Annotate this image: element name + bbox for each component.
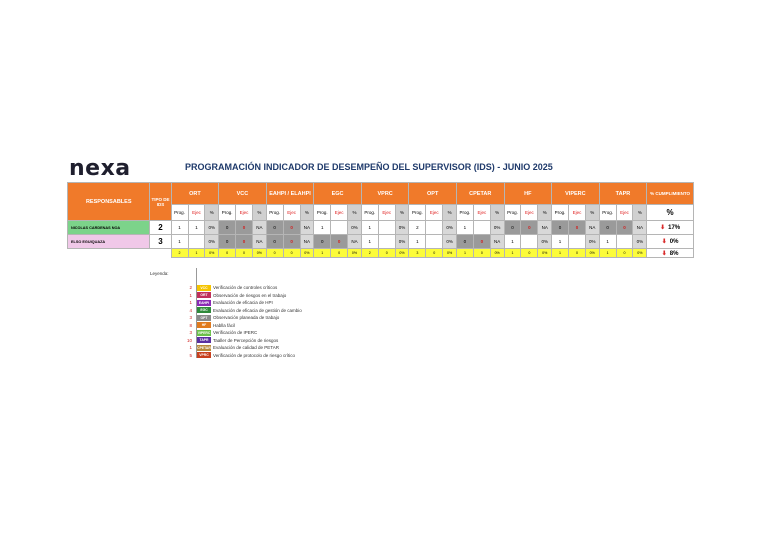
- totals-cell: 0: [569, 249, 586, 258]
- ejec-header: Ejec: [378, 205, 395, 221]
- legend-count: 1: [189, 345, 192, 351]
- totals-cell: 1: [314, 249, 331, 258]
- pct-header: %: [490, 205, 504, 221]
- row-total: [647, 221, 694, 235]
- table-cell: NA: [585, 221, 599, 235]
- down-arrow-icon: ⬇: [661, 239, 667, 245]
- blank-cell: [68, 249, 150, 258]
- legend-code-badge: TAPR: [197, 337, 211, 343]
- table-cell: 0: [219, 235, 236, 249]
- table-cell: 0: [473, 235, 490, 249]
- table-cell: [616, 235, 633, 249]
- tipo-header: TIPO DE IDS: [150, 183, 171, 221]
- total-pct-header: %: [647, 205, 694, 221]
- ejec-header: Ejec: [521, 205, 538, 221]
- table-cell: 0%: [395, 235, 409, 249]
- legend-count: 3: [189, 330, 192, 336]
- legend-description: Verificación de IPERC: [213, 330, 258, 336]
- responsable-name: NICOLAS CARDENAS NOA: [68, 221, 150, 235]
- table-cell: [188, 235, 205, 249]
- legend-count: 3: [189, 315, 192, 321]
- legend-count: 1: [189, 300, 192, 306]
- legend-count: 1: [189, 292, 192, 298]
- legend-item: [180, 314, 302, 322]
- table-cell: NA: [633, 221, 647, 235]
- totals-cell: 0%: [205, 249, 219, 258]
- legend-description: Verificación de controles críticos: [213, 285, 278, 291]
- totals-cell: 0%: [490, 249, 504, 258]
- legend-description: Observación de riesgos en el trabajo: [213, 292, 287, 298]
- group-header: VCC: [219, 183, 267, 205]
- table-cell: 1: [409, 235, 426, 249]
- legend-code-badge: EAHPI: [198, 300, 210, 305]
- legend-description: Verificación de protocolo de riesgo crítico: [213, 352, 296, 358]
- prog-header: Prog.: [266, 205, 283, 221]
- totals-cell: 0%: [252, 249, 266, 258]
- responsables-header: RESPONSABLES: [68, 183, 150, 221]
- legend-item: [180, 307, 302, 315]
- responsable-name: ELSO EGUIQUAZA: [68, 235, 150, 249]
- totals-cell: 1: [188, 249, 205, 258]
- pct-header: %: [348, 205, 362, 221]
- legend-code-badge: EGC: [197, 307, 211, 313]
- legend-count: 4: [189, 307, 192, 313]
- legend-code-badge: CPETAR: [197, 345, 211, 350]
- table-cell: 0%: [443, 235, 457, 249]
- table-cell: NA: [252, 221, 266, 235]
- table-cell: NA: [538, 221, 552, 235]
- legend-item: [180, 322, 302, 330]
- totals-cell: 0%: [585, 249, 599, 258]
- totals-cell: 1: [456, 249, 473, 258]
- table-cell: 1: [188, 221, 205, 235]
- ejec-header: Ejec: [283, 205, 300, 221]
- table-cell: 0: [283, 221, 300, 235]
- down-arrow-icon: ⬇: [661, 250, 667, 257]
- table-cell: 0%: [443, 221, 457, 235]
- table-cell: [473, 221, 490, 235]
- ejec-header: Ejec: [473, 205, 490, 221]
- table-cell: 0%: [348, 221, 362, 235]
- prog-header: Prog.: [409, 205, 426, 221]
- table-cell: 0: [283, 235, 300, 249]
- table-cell: 1: [314, 221, 331, 235]
- totals-cell: 0: [426, 249, 443, 258]
- pct-header: %: [443, 205, 457, 221]
- table-cell: 0: [521, 221, 538, 235]
- totals-cell: 0: [331, 249, 348, 258]
- legend-count: 5: [189, 352, 192, 358]
- cumplimiento-header: % CUMPLIMIENTO: [647, 183, 694, 205]
- tipo-value: 3: [150, 235, 171, 249]
- blank-cell: [150, 249, 171, 258]
- nexa-logo: nexa: [69, 156, 131, 181]
- row-total: [647, 235, 694, 249]
- tipo-value: 2: [150, 221, 171, 235]
- grand-total: [647, 249, 694, 258]
- legend-code-badge: VCC: [197, 285, 211, 291]
- totals-row: [68, 249, 694, 258]
- legend-item: [180, 284, 302, 292]
- table-cell: 0: [236, 235, 253, 249]
- table-cell: 1: [599, 235, 616, 249]
- ids-table: [67, 182, 694, 258]
- table-cell: 0: [552, 221, 569, 235]
- totals-cell: 0%: [348, 249, 362, 258]
- table-cell: [521, 235, 538, 249]
- legend-description: Evaluación de eficacia de HPI: [213, 300, 273, 306]
- totals-cell: 1: [599, 249, 616, 258]
- pct-header: %: [205, 205, 219, 221]
- table-cell: 0: [616, 221, 633, 235]
- table-cell: 0%: [205, 235, 219, 249]
- table-cell: 0: [314, 235, 331, 249]
- totals-cell: 0%: [538, 249, 552, 258]
- legend-code-badge: OPT: [197, 315, 211, 321]
- group-header: EAHPI / ELAHPI: [266, 183, 314, 205]
- totals-cell: 3: [409, 249, 426, 258]
- group-header: ORT: [171, 183, 219, 205]
- totals-cell: 0: [521, 249, 538, 258]
- legend-item: [180, 329, 302, 337]
- table-cell: 1: [504, 235, 521, 249]
- prog-header: Prog.: [456, 205, 473, 221]
- group-header: CPETAR: [456, 183, 504, 205]
- prog-header: Prog.: [219, 205, 236, 221]
- prog-header: Prog.: [361, 205, 378, 221]
- legend-item: [180, 352, 302, 360]
- prog-header: Prog.: [171, 205, 188, 221]
- ejec-header: Ejec: [236, 205, 253, 221]
- table-cell: 2: [409, 221, 426, 235]
- totals-cell: 1: [552, 249, 569, 258]
- prog-header: Prog.: [504, 205, 521, 221]
- table-cell: 1: [171, 235, 188, 249]
- pct-header: %: [633, 205, 647, 221]
- table-cell: 0: [331, 235, 348, 249]
- table-cell: 0: [599, 221, 616, 235]
- table-cell: 1: [361, 235, 378, 249]
- ejec-header: Ejec: [331, 205, 348, 221]
- table-cell: 1: [361, 221, 378, 235]
- ejec-header: Ejec: [616, 205, 633, 221]
- totals-cell: 0: [219, 249, 236, 258]
- totals-cell: 2: [171, 249, 188, 258]
- totals-cell: 1: [504, 249, 521, 258]
- legend-code-badge: ORT: [197, 292, 211, 298]
- table-cell: 0: [456, 235, 473, 249]
- ejec-header: Ejec: [426, 205, 443, 221]
- table-cell: NA: [490, 235, 504, 249]
- legend-count: 8: [189, 322, 192, 328]
- table-row: [68, 221, 694, 235]
- pct-header: %: [252, 205, 266, 221]
- table-cell: 0%: [395, 221, 409, 235]
- table-cell: 1: [456, 221, 473, 235]
- table-cell: 0: [219, 221, 236, 235]
- legend-count: 10: [186, 337, 192, 343]
- table-cell: 0%: [538, 235, 552, 249]
- legend-item: [180, 292, 302, 300]
- row-total-value: 17%: [668, 225, 681, 231]
- table-cell: [331, 221, 348, 235]
- pct-header: %: [395, 205, 409, 221]
- table-cell: 0%: [205, 221, 219, 235]
- table-cell: 0: [504, 221, 521, 235]
- table-cell: 1: [552, 235, 569, 249]
- grand-total-value: 8%: [669, 250, 679, 257]
- legend-description: Evaluación de eficacia de gestión de cambio: [213, 307, 302, 313]
- legend-description: Evaluación de calidad de PETAR: [213, 345, 279, 351]
- totals-cell: 0%: [300, 249, 314, 258]
- legend-description: Observación planeada de trabajo: [213, 315, 280, 321]
- prog-header: Prog.: [552, 205, 569, 221]
- group-header: HF: [504, 183, 552, 205]
- table-cell: [569, 235, 586, 249]
- table-cell: NA: [252, 235, 266, 249]
- legend-description: Taaller de Percepción de riesgos: [213, 337, 279, 343]
- pct-header: %: [538, 205, 552, 221]
- legend-description: Hablla fácil: [213, 322, 236, 328]
- table-cell: 0: [266, 221, 283, 235]
- row-total-value: 0%: [669, 239, 679, 245]
- totals-cell: 0%: [395, 249, 409, 258]
- legend-item: [180, 344, 302, 352]
- down-arrow-icon: ⬇: [660, 225, 666, 231]
- legend: [180, 284, 302, 359]
- table-cell: NA: [300, 221, 314, 235]
- legend-code-badge: VPRC: [197, 352, 211, 358]
- table-cell: NA: [348, 235, 362, 249]
- group-header: OPT: [409, 183, 457, 205]
- group-header: TAPR: [599, 183, 647, 205]
- totals-cell: 0: [473, 249, 490, 258]
- table-cell: 0: [266, 235, 283, 249]
- pct-header: %: [300, 205, 314, 221]
- totals-cell: 0%: [633, 249, 647, 258]
- totals-cell: 0: [266, 249, 283, 258]
- totals-cell: 0: [236, 249, 253, 258]
- table-cell: NA: [300, 235, 314, 249]
- table-cell: 0%: [490, 221, 504, 235]
- ejec-header: Ejec: [188, 205, 205, 221]
- table-cell: 0%: [585, 235, 599, 249]
- legend-count: 2: [189, 285, 192, 291]
- totals-cell: 0%: [443, 249, 457, 258]
- group-header: EGC: [314, 183, 362, 205]
- table-cell: 0%: [633, 235, 647, 249]
- legend-code-badge: VIPERC: [197, 330, 211, 335]
- table-cell: 0: [236, 221, 253, 235]
- legend-code-badge: HF: [197, 322, 211, 328]
- group-header-row: [68, 183, 694, 205]
- totals-cell: 0: [378, 249, 395, 258]
- prog-header: Prog.: [599, 205, 616, 221]
- legend-label: Leyenda:: [150, 271, 169, 276]
- table-cell: 0: [569, 221, 586, 235]
- table-cell: [378, 235, 395, 249]
- table-cell: 1: [171, 221, 188, 235]
- legend-item: [180, 337, 302, 345]
- totals-cell: 0: [283, 249, 300, 258]
- table-row: [68, 235, 694, 249]
- group-header: VPRC: [361, 183, 409, 205]
- page-title: PROGRAMACIÓN INDICADOR DE DESEMPEÑO DEL SUPERVISOR (IDS) - JUNIO 2025: [185, 162, 553, 172]
- legend-item: [180, 299, 302, 307]
- totals-cell: 0: [616, 249, 633, 258]
- totals-cell: 2: [361, 249, 378, 258]
- prog-header: Prog.: [314, 205, 331, 221]
- table-cell: [426, 235, 443, 249]
- group-header: VIPERC: [552, 183, 600, 205]
- table-cell: [426, 221, 443, 235]
- table-cell: [378, 221, 395, 235]
- pct-header: %: [585, 205, 599, 221]
- ejec-header: Ejec: [569, 205, 586, 221]
